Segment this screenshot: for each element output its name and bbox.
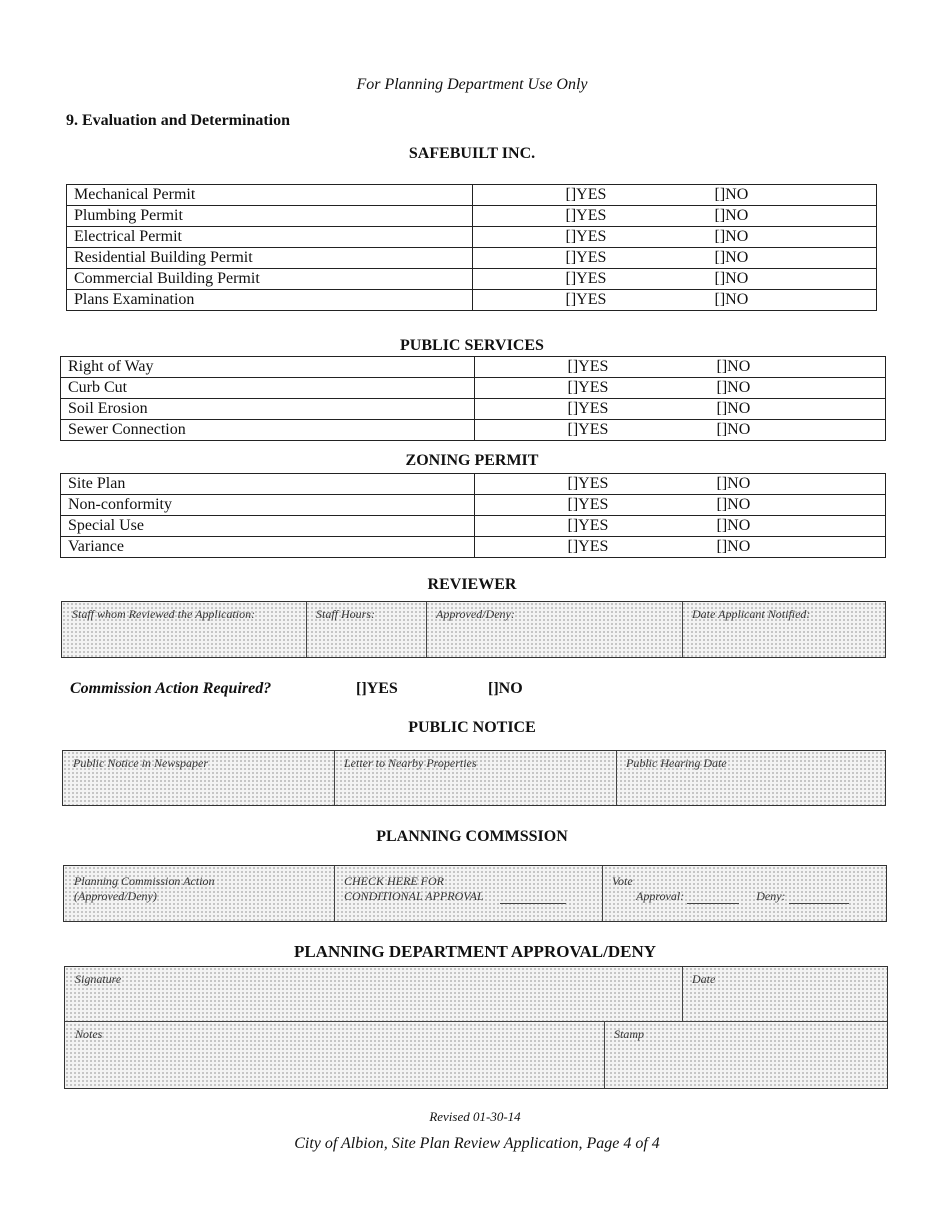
reviewer-title: REVIEWER bbox=[427, 576, 517, 593]
no-checkbox[interactable]: []NO bbox=[717, 420, 886, 441]
zoning-title: ZONING PERMIT bbox=[405, 452, 539, 469]
no-checkbox[interactable]: []NO bbox=[717, 357, 886, 378]
row-spacer bbox=[475, 537, 568, 558]
permit-row bbox=[61, 495, 886, 516]
permit-row bbox=[67, 206, 877, 227]
permit-row bbox=[61, 399, 886, 420]
row-spacer bbox=[473, 185, 566, 206]
no-checkbox[interactable]: []NO bbox=[717, 378, 886, 399]
commission-question: Commission Action Required? bbox=[70, 680, 272, 697]
yes-checkbox[interactable]: []YES bbox=[568, 474, 717, 495]
permit-row bbox=[67, 290, 877, 311]
office-use-note: For Planning Department Use Only bbox=[356, 76, 588, 93]
conditional-approval-line[interactable] bbox=[500, 903, 566, 904]
public-notice-title: PUBLIC NOTICE bbox=[408, 719, 536, 736]
permit-label: Non-conformity bbox=[61, 495, 475, 516]
conditional-approval-field[interactable]: CHECK HERE FOR CONDITIONAL APPROVAL bbox=[334, 866, 603, 921]
row-spacer bbox=[473, 206, 566, 227]
no-checkbox[interactable]: []NO bbox=[717, 516, 886, 537]
deny-line[interactable] bbox=[789, 903, 849, 904]
stamp-field[interactable]: Stamp bbox=[614, 1027, 644, 1041]
yes-checkbox[interactable]: []YES bbox=[566, 290, 715, 311]
no-checkbox[interactable]: []NO bbox=[717, 495, 886, 516]
safebuilt-title: SAFEBUILT INC. bbox=[408, 145, 536, 162]
permit-label: Site Plan bbox=[61, 474, 475, 495]
permit-label: Commercial Building Permit bbox=[67, 269, 473, 290]
no-checkbox[interactable]: []NO bbox=[717, 537, 886, 558]
newspaper-field[interactable]: Public Notice in Newspaper bbox=[63, 751, 335, 805]
permit-row bbox=[61, 357, 886, 378]
row-spacer bbox=[475, 420, 568, 441]
no-checkbox[interactable]: []NO bbox=[715, 290, 877, 311]
permit-label: Mechanical Permit bbox=[67, 185, 473, 206]
permit-label: Variance bbox=[61, 537, 475, 558]
row-spacer bbox=[473, 227, 566, 248]
permit-label: Plumbing Permit bbox=[67, 206, 473, 227]
row-spacer bbox=[473, 248, 566, 269]
planning-commission-title: PLANNING COMMSSION bbox=[376, 828, 568, 845]
permit-row bbox=[61, 537, 886, 558]
reviewer-box bbox=[61, 601, 886, 658]
permit-label: Soil Erosion bbox=[61, 399, 475, 420]
permit-row bbox=[61, 378, 886, 399]
approved-deny-field[interactable]: Approved/Deny: bbox=[426, 602, 683, 657]
yes-checkbox[interactable]: []YES bbox=[566, 206, 715, 227]
no-checkbox[interactable]: []NO bbox=[717, 399, 886, 420]
permit-row bbox=[61, 516, 886, 537]
yes-checkbox[interactable]: []YES bbox=[568, 420, 717, 441]
permit-row bbox=[67, 248, 877, 269]
no-checkbox[interactable]: []NO bbox=[715, 185, 877, 206]
date-notified-field[interactable]: Date Applicant Notified: bbox=[692, 607, 811, 621]
permit-row bbox=[61, 474, 886, 495]
permit-label: Plans Examination bbox=[67, 290, 473, 311]
section-title: 9. Evaluation and Determination bbox=[66, 112, 291, 129]
permit-label: Sewer Connection bbox=[61, 420, 475, 441]
row-spacer bbox=[475, 378, 568, 399]
public-notice-box bbox=[62, 750, 886, 806]
row-spacer bbox=[475, 495, 568, 516]
planning-commission-box bbox=[63, 865, 887, 922]
yes-checkbox[interactable]: []YES bbox=[568, 357, 717, 378]
page-footer: City of Albion, Site Plan Review Application, Page 4 of 4 bbox=[294, 1135, 660, 1152]
no-checkbox[interactable]: []NO bbox=[715, 248, 877, 269]
permit-label: Electrical Permit bbox=[67, 227, 473, 248]
row-spacer bbox=[475, 399, 568, 420]
row-spacer bbox=[473, 290, 566, 311]
public-services-table bbox=[60, 356, 886, 441]
permit-row bbox=[67, 269, 877, 290]
commission-action-field[interactable]: Planning Commission Action (Approved/Deny) bbox=[64, 866, 335, 921]
dept-approval-title: PLANNING DEPARTMENT APPROVAL/DENY bbox=[293, 942, 657, 961]
row-spacer bbox=[475, 516, 568, 537]
hearing-date-field[interactable]: Public Hearing Date bbox=[626, 756, 727, 770]
staff-reviewer-field[interactable]: Staff whom Reviewed the Application: bbox=[62, 602, 307, 657]
dept-approval-box bbox=[64, 966, 888, 1089]
date-field[interactable]: Date bbox=[692, 972, 716, 986]
permit-label: Curb Cut bbox=[61, 378, 475, 399]
staff-hours-field[interactable]: Staff Hours: bbox=[306, 602, 427, 657]
permit-row bbox=[61, 420, 886, 441]
permit-row bbox=[67, 185, 877, 206]
row-spacer bbox=[475, 474, 568, 495]
yes-checkbox[interactable]: []YES bbox=[568, 399, 717, 420]
vote-field[interactable]: Vote Approval: Deny: bbox=[602, 866, 886, 921]
signature-field[interactable]: Signature bbox=[65, 967, 683, 1021]
no-checkbox[interactable]: []NO bbox=[717, 474, 886, 495]
yes-checkbox[interactable]: []YES bbox=[568, 537, 717, 558]
no-checkbox[interactable]: []NO bbox=[715, 269, 877, 290]
no-checkbox[interactable]: []NO bbox=[715, 227, 877, 248]
revised-date: Revised 01-30-14 bbox=[429, 1109, 521, 1124]
notes-field[interactable]: Notes bbox=[65, 1022, 605, 1088]
commission-yes-option[interactable]: []YES bbox=[356, 680, 398, 697]
no-checkbox[interactable]: []NO bbox=[715, 206, 877, 227]
row-spacer bbox=[473, 269, 566, 290]
permit-label: Residential Building Permit bbox=[67, 248, 473, 269]
permit-label: Right of Way bbox=[61, 357, 475, 378]
safebuilt-table bbox=[66, 184, 877, 311]
zoning-table bbox=[60, 473, 886, 558]
permit-row bbox=[67, 227, 877, 248]
yes-checkbox[interactable]: []YES bbox=[566, 185, 715, 206]
letter-field[interactable]: Letter to Nearby Properties bbox=[334, 751, 617, 805]
yes-checkbox[interactable]: []YES bbox=[568, 495, 717, 516]
public-services-title: PUBLIC SERVICES bbox=[400, 337, 544, 354]
row-spacer bbox=[475, 357, 568, 378]
approval-line[interactable] bbox=[687, 903, 739, 904]
yes-checkbox[interactable]: []YES bbox=[568, 516, 717, 537]
yes-checkbox[interactable]: []YES bbox=[568, 378, 717, 399]
permit-label: Special Use bbox=[61, 516, 475, 537]
yes-checkbox[interactable]: []YES bbox=[566, 269, 715, 290]
yes-checkbox[interactable]: []YES bbox=[566, 227, 715, 248]
yes-checkbox[interactable]: []YES bbox=[566, 248, 715, 269]
commission-no-option[interactable]: []NO bbox=[488, 680, 523, 697]
